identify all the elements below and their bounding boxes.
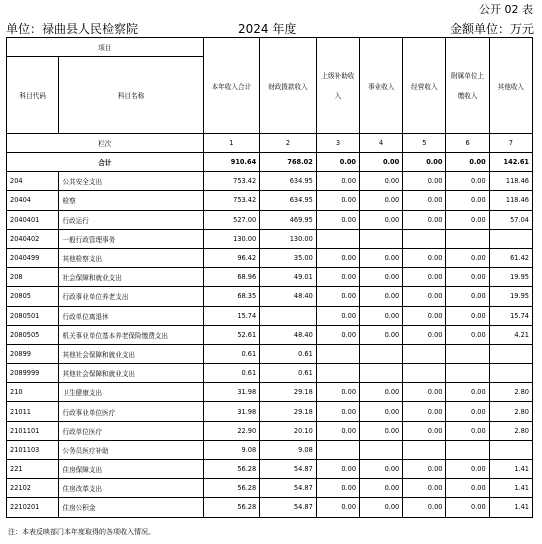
subject-code-cell: 21011 <box>7 402 59 421</box>
value-cell <box>360 440 403 459</box>
value-cell: 0.00 <box>360 172 403 191</box>
subject-code-cell: 2040402 <box>7 229 59 248</box>
subject-name-header: 科目名称 <box>59 57 203 134</box>
subject-name-cell: 公务员医疗补助 <box>59 440 203 459</box>
subject-code-cell: 2089999 <box>7 364 59 383</box>
col-index: 2 <box>260 134 317 153</box>
value-cell: 1.41 <box>489 498 532 517</box>
value-cell: 48.40 <box>260 325 317 344</box>
value-cell <box>446 364 489 383</box>
value-cell: 15.74 <box>489 306 532 325</box>
subject-name-cell: 卫生健康支出 <box>59 383 203 402</box>
value-cell: 0.00 <box>403 191 446 210</box>
subject-code-cell: 20805 <box>7 287 59 306</box>
col-header-total-income: 本年收入合计 <box>203 38 260 134</box>
value-cell: 0.00 <box>403 268 446 287</box>
subject-code-cell: 20404 <box>7 191 59 210</box>
value-cell: 54.87 <box>260 460 317 479</box>
value-cell <box>360 364 403 383</box>
subject-code-cell: 221 <box>7 460 59 479</box>
subject-name-cell: 其他检察支出 <box>59 248 203 267</box>
value-cell: 0.00 <box>316 498 359 517</box>
value-cell <box>489 440 532 459</box>
total-cell: 910.64 <box>203 153 260 172</box>
value-cell <box>316 364 359 383</box>
value-cell: 56.28 <box>203 498 260 517</box>
table-row <box>7 421 533 440</box>
subject-name-cell: 住房改革支出 <box>59 479 203 498</box>
subject-name-cell: 公共安全支出 <box>59 172 203 191</box>
value-cell <box>403 344 446 363</box>
table-row <box>7 172 533 191</box>
value-cell: 0.00 <box>360 402 403 421</box>
total-row <box>7 153 533 172</box>
value-cell: 0.00 <box>403 287 446 306</box>
value-cell: 56.28 <box>203 479 260 498</box>
value-cell: 20.10 <box>260 421 317 440</box>
col-header-fiscal-appropriation: 财政拨款收入 <box>260 38 317 134</box>
subject-name-cell: 机关事业单位基本养老保险缴费支出 <box>59 325 203 344</box>
value-cell: 0.00 <box>360 287 403 306</box>
value-cell: 0.00 <box>403 325 446 344</box>
value-cell: 0.00 <box>446 172 489 191</box>
table-row <box>7 498 533 517</box>
col-header-business-income: 事业收入 <box>360 38 403 134</box>
value-cell: 68.96 <box>203 268 260 287</box>
table-row <box>7 229 533 248</box>
value-cell: 54.87 <box>260 498 317 517</box>
subject-name-cell: 行政单位医疗 <box>59 421 203 440</box>
col-index: 6 <box>446 134 489 153</box>
value-cell: 0.00 <box>316 191 359 210</box>
value-cell: 0.61 <box>260 344 317 363</box>
value-cell: 634.95 <box>260 191 317 210</box>
value-cell: 0.00 <box>403 479 446 498</box>
value-cell <box>360 344 403 363</box>
value-cell: 0.00 <box>316 402 359 421</box>
value-cell: 68.35 <box>203 287 260 306</box>
value-cell: 0.00 <box>446 248 489 267</box>
value-cell: 118.46 <box>489 191 532 210</box>
subject-code-cell: 2210201 <box>7 498 59 517</box>
subject-code-cell: 210 <box>7 383 59 402</box>
value-cell <box>316 440 359 459</box>
value-cell: 22.90 <box>203 421 260 440</box>
value-cell: 0.00 <box>403 402 446 421</box>
subject-name-cell: 其他社会保障和就业支出 <box>59 344 203 363</box>
value-cell: 0.00 <box>360 460 403 479</box>
value-cell: 56.28 <box>203 460 260 479</box>
col-header-affiliated-remittance: 附属单位上缴收入 <box>446 38 489 134</box>
subject-code-cell: 2080501 <box>7 306 59 325</box>
value-cell: 31.98 <box>203 383 260 402</box>
total-cell: 768.02 <box>260 153 317 172</box>
value-cell: 0.00 <box>446 421 489 440</box>
value-cell: 0.00 <box>446 287 489 306</box>
value-cell: 527.00 <box>203 210 260 229</box>
value-cell: 0.00 <box>446 268 489 287</box>
subject-code-cell: 2080505 <box>7 325 59 344</box>
value-cell: 0.00 <box>446 325 489 344</box>
subject-code-header: 科目代码 <box>7 57 59 134</box>
table-row <box>7 383 533 402</box>
value-cell <box>316 229 359 248</box>
table-row <box>7 191 533 210</box>
subject-code-cell: 208 <box>7 268 59 287</box>
subject-name-cell: 行政事业单位养老支出 <box>59 287 203 306</box>
subject-code-cell: 2040401 <box>7 210 59 229</box>
total-cell: 142.61 <box>489 153 532 172</box>
value-cell: 0.00 <box>360 479 403 498</box>
subject-code-cell: 204 <box>7 172 59 191</box>
value-cell: 130.00 <box>260 229 317 248</box>
col-index: 1 <box>203 134 260 153</box>
table-row <box>7 210 533 229</box>
table-row <box>7 364 533 383</box>
value-cell: 0.00 <box>403 421 446 440</box>
table-row <box>7 402 533 421</box>
subject-code-cell: 22102 <box>7 479 59 498</box>
subject-name-cell: 一般行政管理事务 <box>59 229 203 248</box>
col-header-other-income: 其他收入 <box>489 38 532 134</box>
value-cell <box>489 364 532 383</box>
value-cell: 0.00 <box>360 268 403 287</box>
value-cell: 0.00 <box>316 306 359 325</box>
value-cell: 0.00 <box>316 172 359 191</box>
col-index: 5 <box>403 134 446 153</box>
value-cell: 4.21 <box>489 325 532 344</box>
table-row <box>7 268 533 287</box>
value-cell: 0.00 <box>360 191 403 210</box>
value-cell: 61.42 <box>489 248 532 267</box>
value-cell: 753.42 <box>203 172 260 191</box>
value-cell: 31.98 <box>203 402 260 421</box>
value-cell: 0.00 <box>316 248 359 267</box>
value-cell: 0.00 <box>360 421 403 440</box>
value-cell: 19.95 <box>489 287 532 306</box>
value-cell: 0.00 <box>446 210 489 229</box>
value-cell <box>446 344 489 363</box>
value-cell: 2.80 <box>489 383 532 402</box>
table-row <box>7 479 533 498</box>
value-cell: 0.00 <box>403 383 446 402</box>
total-cell: 0.00 <box>446 153 489 172</box>
value-cell: 118.46 <box>489 172 532 191</box>
value-cell: 48.40 <box>260 287 317 306</box>
value-cell: 57.04 <box>489 210 532 229</box>
value-cell: 2.80 <box>489 421 532 440</box>
value-cell: 0.00 <box>316 383 359 402</box>
unit-name: 单位：禄曲县人民检察院 <box>6 22 139 36</box>
value-cell: 49.01 <box>260 268 317 287</box>
value-cell: 52.61 <box>203 325 260 344</box>
value-cell: 0.00 <box>316 460 359 479</box>
col-index: 4 <box>360 134 403 153</box>
value-cell: 0.00 <box>316 479 359 498</box>
value-cell: 0.00 <box>316 268 359 287</box>
value-cell: 35.00 <box>260 248 317 267</box>
item-header: 项目 <box>7 38 204 57</box>
subject-name-cell: 社会保障和就业支出 <box>59 268 203 287</box>
table-row <box>7 248 533 267</box>
value-cell <box>446 229 489 248</box>
subject-name-cell: 行政单位离退休 <box>59 306 203 325</box>
row-index-label: 栏次 <box>7 134 204 153</box>
value-cell: 634.95 <box>260 172 317 191</box>
value-cell: 0.00 <box>446 498 489 517</box>
subject-name-cell: 行政事业单位医疗 <box>59 402 203 421</box>
value-cell: 0.00 <box>446 402 489 421</box>
subject-code-cell: 2101101 <box>7 421 59 440</box>
value-cell <box>446 440 489 459</box>
value-cell: 0.00 <box>403 460 446 479</box>
value-cell: 0.00 <box>446 191 489 210</box>
value-cell: 0.00 <box>360 306 403 325</box>
value-cell: 0.00 <box>403 172 446 191</box>
value-cell: 0.00 <box>403 210 446 229</box>
value-cell: 15.74 <box>203 306 260 325</box>
footnote: 注：本表反映部门本年度取得的各项收入情况。 <box>8 528 155 536</box>
subject-name-cell: 行政运行 <box>59 210 203 229</box>
value-cell: 0.00 <box>446 479 489 498</box>
value-cell <box>403 229 446 248</box>
value-cell: 0.00 <box>360 210 403 229</box>
money-unit: 金额单位：万元 <box>449 22 534 36</box>
total-cell: 0.00 <box>403 153 446 172</box>
value-cell: 54.87 <box>260 479 317 498</box>
table-row <box>7 440 533 459</box>
report-year: 2024 年度 <box>238 22 297 36</box>
value-cell: 9.08 <box>260 440 317 459</box>
table-row <box>7 287 533 306</box>
value-cell: 753.42 <box>203 191 260 210</box>
col-header-operating-income: 经营收入 <box>403 38 446 134</box>
subject-code-cell: 20899 <box>7 344 59 363</box>
value-cell: 0.00 <box>316 287 359 306</box>
value-cell: 9.08 <box>203 440 260 459</box>
income-table <box>6 37 533 518</box>
value-cell: 2.80 <box>489 402 532 421</box>
value-cell: 469.95 <box>260 210 317 229</box>
col-index: 7 <box>489 134 532 153</box>
value-cell: 0.61 <box>203 364 260 383</box>
value-cell <box>360 229 403 248</box>
col-index: 3 <box>316 134 359 153</box>
col-header-superior-subsidy: 上级补助收入 <box>316 38 359 134</box>
value-cell <box>403 364 446 383</box>
value-cell: 130.00 <box>203 229 260 248</box>
value-cell: 29.18 <box>260 402 317 421</box>
value-cell: 0.00 <box>403 306 446 325</box>
table-row <box>7 460 533 479</box>
value-cell: 0.61 <box>203 344 260 363</box>
value-cell <box>260 306 317 325</box>
value-cell: 29.18 <box>260 383 317 402</box>
value-cell: 0.00 <box>360 498 403 517</box>
report-header <box>6 20 534 36</box>
value-cell <box>489 344 532 363</box>
value-cell <box>489 229 532 248</box>
subject-name-cell: 检察 <box>59 191 203 210</box>
value-cell: 0.00 <box>316 210 359 229</box>
table-code: 公开 02 表 <box>479 3 533 16</box>
value-cell: 0.00 <box>446 383 489 402</box>
subject-name-cell: 其他社会保障和就业支出 <box>59 364 203 383</box>
value-cell: 0.00 <box>446 306 489 325</box>
value-cell <box>403 440 446 459</box>
value-cell: 96.42 <box>203 248 260 267</box>
subject-code-cell: 2101103 <box>7 440 59 459</box>
value-cell: 0.61 <box>260 364 317 383</box>
value-cell: 1.41 <box>489 479 532 498</box>
value-cell: 0.00 <box>360 383 403 402</box>
total-label: 合计 <box>7 153 204 172</box>
value-cell: 1.41 <box>489 460 532 479</box>
value-cell: 0.00 <box>316 421 359 440</box>
table-row <box>7 306 533 325</box>
value-cell <box>316 344 359 363</box>
value-cell: 0.00 <box>316 325 359 344</box>
subject-code-cell: 2040499 <box>7 248 59 267</box>
total-cell: 0.00 <box>316 153 359 172</box>
subject-name-cell: 住房保障支出 <box>59 460 203 479</box>
value-cell: 0.00 <box>446 460 489 479</box>
value-cell: 0.00 <box>360 325 403 344</box>
table-row <box>7 344 533 363</box>
value-cell: 19.95 <box>489 268 532 287</box>
table-row <box>7 325 533 344</box>
value-cell: 0.00 <box>403 248 446 267</box>
value-cell: 0.00 <box>360 248 403 267</box>
total-cell: 0.00 <box>360 153 403 172</box>
value-cell: 0.00 <box>403 498 446 517</box>
subject-name-cell: 住房公积金 <box>59 498 203 517</box>
